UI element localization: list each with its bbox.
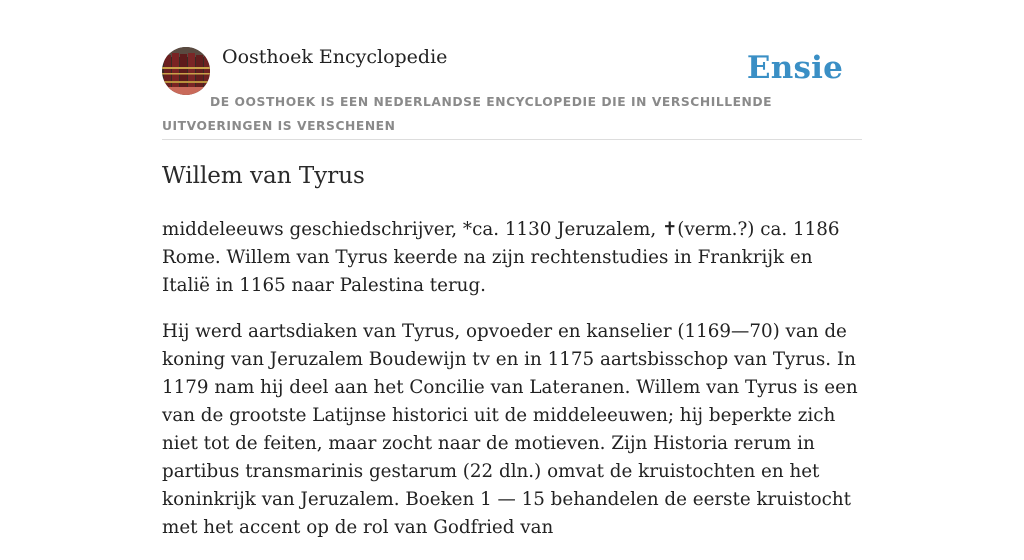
site-name[interactable]: Oosthoek Encyclopedie [222, 46, 448, 68]
site-avatar[interactable] [162, 47, 210, 95]
article-title: Willem van Tyrus [162, 163, 365, 189]
site-tagline: DE OOSTHOEK IS EEN NEDERLANDSE ENCYCLOPEDIE DIE IN VERSCHILLENDE UITVOERINGEN IS VERSCHENEN [162, 95, 773, 133]
article-paragraph: middeleeuws geschiedschrijver, *ca. 1130 Jeruzalem, ✝(verm.?) ca. 1186 Rome. Willem van Tyrus keerde na zijn rechtenstudies in Frankrijk en Italië in 1165 naar Palestina terug. [162, 219, 840, 296]
header-divider [162, 139, 862, 140]
encyclopedia-books-icon [162, 47, 210, 95]
article-body [162, 216, 864, 560]
article-paragraph: Hij werd aartsdiaken van Tyrus, opvoeder en kanselier (1169—70) van de koning van Jeruzalem Boudewijn tv en in 1175 aartsbisschop van Tyrus. In 1179 nam hij deel aan het Concilie van Lateranen. Willem van Tyrus is een van de grootste Latijnse historici uit de middeleeuwen; hij beperkte zich niet tot de feiten, maar zocht naar de motieven. Zijn Historia rerum in partibus transmarinis gestarum (22 dln.) omvat de kruistochten en het koninkrijk van Jeruzalem. Boeken 1 — 15 behandelen de eerste kruistocht met het accent op de rol van Godfried van [162, 321, 858, 538]
brand-logo[interactable]: Ensie [746, 50, 843, 86]
